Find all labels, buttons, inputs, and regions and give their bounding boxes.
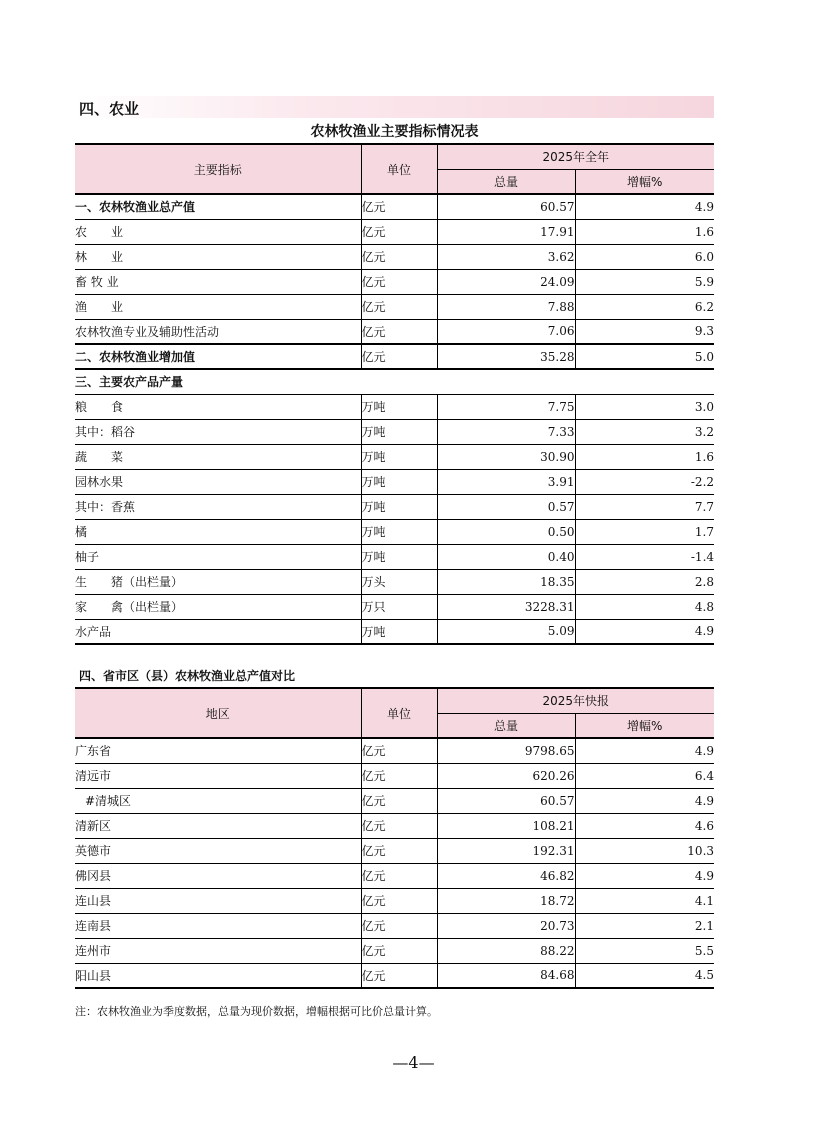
table-row: 粮 食 万吨 7.75 3.0 (75, 394, 714, 419)
table-row: 其中：香蕉 万吨 0.57 7.7 (75, 494, 714, 519)
header-indicator: 主要指标 (75, 144, 361, 194)
header-period: 2025年快报 (437, 688, 714, 713)
table-row: 蔬 菜 万吨 30.90 1.6 (75, 444, 714, 469)
page-number: —4— (392, 1053, 435, 1072)
indicator-table (75, 143, 714, 645)
table-header-row (75, 688, 714, 713)
region-table-title: 四、省市区（县）农林牧渔业总产值对比 (79, 668, 296, 683)
region-table (75, 663, 714, 989)
footnote: 注：农林牧渔业为季度数据，总量为现价数据，增幅根据可比价总量计算。 (75, 1005, 438, 1018)
header-period: 2025年全年 (437, 144, 714, 169)
table-row: 阳山县 亿元 84.68 4.5 (75, 963, 714, 988)
table-row: #清城区 亿元 60.57 4.9 (75, 788, 714, 813)
table-row: 三、主要农产品产量 (75, 369, 714, 394)
table-row: 农 业 亿元 17.91 1.6 (75, 219, 714, 244)
section-header (75, 96, 714, 118)
header-growth: 增幅% (575, 169, 714, 194)
table-row: 清新区 亿元 108.21 4.6 (75, 813, 714, 838)
header-unit: 单位 (361, 688, 437, 738)
table-row: 一、农林牧渔业总产值 亿元 60.57 4.9 (75, 194, 714, 219)
table-row: 连州市 亿元 88.22 5.5 (75, 938, 714, 963)
region-table-title-row (75, 663, 714, 688)
table-row: 其中：稻谷 万吨 7.33 3.2 (75, 419, 714, 444)
table-row: 家 禽（出栏量） 万只 3228.31 4.8 (75, 594, 714, 619)
table-row: 农林牧渔专业及辅助性活动 亿元 7.06 9.3 (75, 319, 714, 344)
header-total: 总量 (437, 713, 575, 738)
table-row: 清远市 亿元 620.26 6.4 (75, 763, 714, 788)
table-row: 连山县 亿元 18.72 4.1 (75, 888, 714, 913)
header-total: 总量 (437, 169, 575, 194)
header-growth: 增幅% (575, 713, 714, 738)
table-row: 英德市 亿元 192.31 10.3 (75, 838, 714, 863)
table-row: 广东省 亿元 9798.65 4.9 (75, 738, 714, 763)
table-row: 二、农林牧渔业增加值 亿元 35.28 5.0 (75, 344, 714, 369)
table-row: 水产品 万吨 5.09 4.9 (75, 619, 714, 644)
table-row: 柚子 万吨 0.40 -1.4 (75, 544, 714, 569)
table-title: 农林牧渔业主要指标情况表 (310, 124, 479, 140)
header-unit: 单位 (361, 144, 437, 194)
section-title: 四、农业 (79, 100, 140, 118)
table-row: 佛冈县 亿元 46.82 4.9 (75, 863, 714, 888)
table-row: 橘 万吨 0.50 1.7 (75, 519, 714, 544)
table-row: 畜 牧 业 亿元 24.09 5.9 (75, 269, 714, 294)
table-row: 生 猪（出栏量） 万头 18.35 2.8 (75, 569, 714, 594)
table-row: 连南县 亿元 20.73 2.1 (75, 913, 714, 938)
table-row: 林 业 亿元 3.62 6.0 (75, 244, 714, 269)
header-region: 地区 (75, 688, 361, 738)
table-row: 渔 业 亿元 7.88 6.2 (75, 294, 714, 319)
table-row: 园林水果 万吨 3.91 -2.2 (75, 469, 714, 494)
table-header-row (75, 144, 714, 169)
